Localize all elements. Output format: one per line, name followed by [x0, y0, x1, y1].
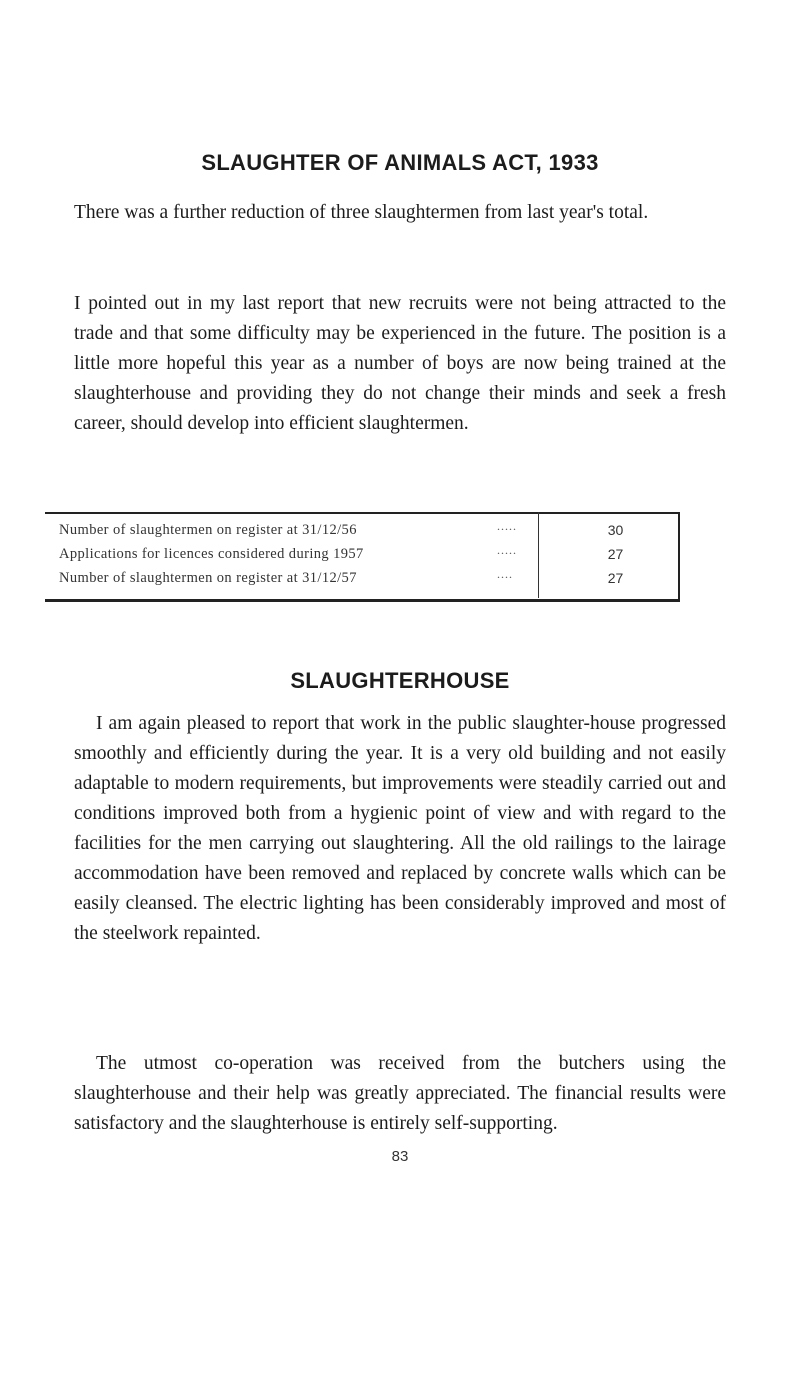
- table-row-label: Number of slaughtermen on register at 31/12/57: [59, 570, 357, 586]
- paragraph-recruits: I pointed out in my last report that new recruits were not being attracted to the trade and that some difficulty may be experienced in the future. The position is a little more hopeful this year as a number of boys are now being trained at the slaughterhouse and providing they do not change their minds and seek a fresh career, should develop into efficient slaughtermen.: [74, 293, 726, 434]
- table-row-leader: .....: [497, 543, 517, 557]
- table-row-leader: .....: [497, 519, 517, 533]
- paragraph-cooperation: The utmost co-operation was received from the butchers using the slaughterhouse and their help was greatly appreciated. The financial results were satisfactory and the slaughterhouse is entirely self-supporting.: [74, 1053, 726, 1134]
- table-row-label: Applications for licences considered during 1957: [59, 546, 364, 562]
- table-row: [45, 567, 678, 589]
- table-row-value: 27: [607, 570, 624, 586]
- table-row-label: Number of slaughtermen on register at 31/12/56: [59, 522, 357, 538]
- table-row: [45, 519, 678, 541]
- table-row-value: 30: [607, 522, 624, 538]
- table-row-value: 27: [607, 546, 624, 562]
- paragraph-reduction: There was a further reduction of three slaughtermen from last year's total.: [74, 202, 649, 223]
- table-row: [45, 543, 678, 565]
- paragraph-slaughterhouse-work: I am again pleased to report that work in the public slaughter-house progressed smoothly and efficiently during the year. It is a very old building and not easily adaptable to modern requirements, but improvements were steadily carried out and conditions improved both from a hygienic point of view and with regard to the facilities for the men carrying out slaughtering. All the old railings to the lairage accommodation have been removed and replaced by concrete walls which can be easily cleansed. The electric lighting has been considerably improved and most of the steelwork repainted.: [74, 713, 726, 944]
- table-row-leader: ....: [497, 567, 513, 581]
- section-title-slaughter-act: SLAUGHTER OF ANIMALS ACT, 1933: [201, 150, 599, 175]
- section-title-slaughterhouse: SLAUGHTERHOUSE: [290, 668, 510, 693]
- page-number: 83: [391, 1148, 409, 1165]
